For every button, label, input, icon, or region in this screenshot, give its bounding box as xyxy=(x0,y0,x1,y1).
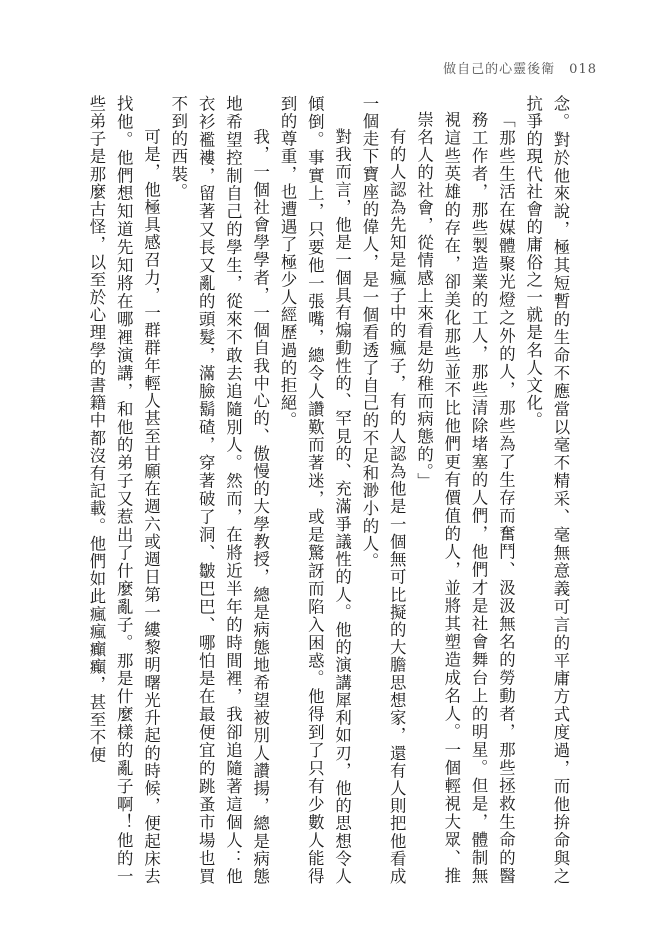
body-text xyxy=(82,95,574,885)
book-title: 做自己的心靈後衛 xyxy=(443,62,556,77)
paragraph: 可是，他極具感召力，一群群年輕人甚至甘願在週六或週日第一縷黎明曙光升起的時候，便起床去找他。他們想知道先知將在哪裡演講，和他的弟子又惹出了什麼亂子。那是什麼樣的亂子啊！他的一些弟子是那麼古怪，以至於心理學的書籍中都沒有記載。他們如此瘋瘋癲癲，甚至不便 xyxy=(86,95,161,885)
paragraph-continuation: 念。對於他來說，極其短暫的生命不應當以毫不精采、毫無意義可言的平庸方式度過，而他拚命與之抗爭的現代社會的庸俗之一就是名人文化。 xyxy=(523,95,570,885)
paragraph: 有的人認為先知是瘋子中的瘋子，有的人認為他是一個無可比擬的大膽思想家，還有人則把他看成一個走下寶座的偉人，是一個看透了自己的不足和渺小的人。 xyxy=(359,95,407,885)
running-header xyxy=(443,58,597,77)
paragraph: 我，一個社會學學者，一個自我中心的、傲慢的大學教授，總是病態地希望被別人讚揚，總是病態地希望控制自己的學生，從來不敢去追隨別人。然而，在將近半年的時間裡，我卻追隨著這個人：他衣衫襤褸，留著又長又亂的頭髮，滿臉鬍碴，穿著破了洞、皺巴巴、哪怕是在最便宜的跳蚤市場也買不到的西裝。 xyxy=(168,95,270,885)
quoted-paragraph: 「那些生活在媒體聚光燈之外的人，那些為了生存而奮鬥、汲汲無名的勞動者，那些拯救生命的醫務工作者，那些製造業的工人，那些清除堵塞的人們，他們才是社會舞台上的明星。但是，體制無視這些英雄的存在，卻美化那些並不比他們更有價值的人，並將其塑造成名人。一個輕視大眾、推崇名人的社會，從情感上來看是幼稚而病態的。」 xyxy=(414,111,516,885)
paragraph: 對我而言，他是一個具有煽動性的、罕見的、充滿爭議性的人。他的演講犀利如刃，他的思想令人傾倒。事實上，只要他一張嘴，總令人讚歎而著迷，或是驚訝而陷入困惑。他得到了只有少數人能得到的尊重，也遭遇了極少人經歷過的拒絕。 xyxy=(278,95,352,885)
page-number: 018 xyxy=(569,62,597,77)
